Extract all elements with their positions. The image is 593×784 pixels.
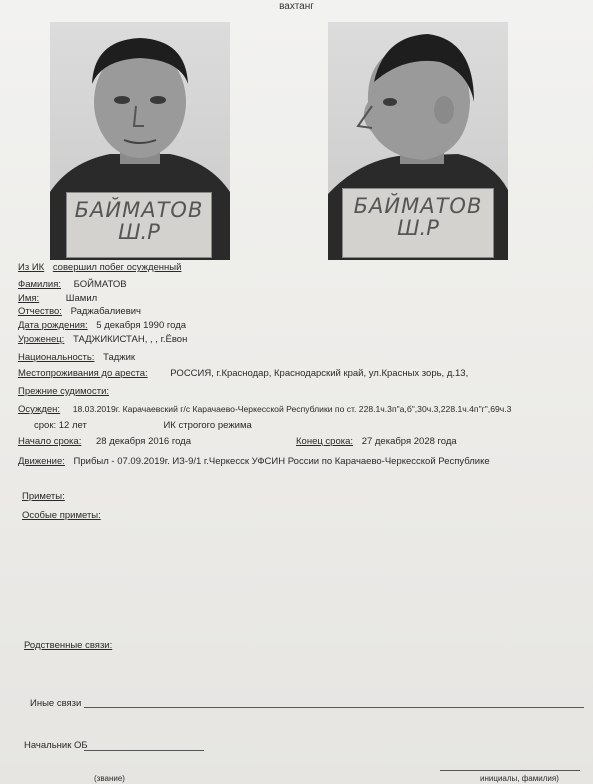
mugshot-profile xyxy=(328,22,508,260)
caption-name: инициалы, фамилия) xyxy=(480,774,559,783)
birth-place-value: ТАДЖИКИСТАН, , , г.Ёвон xyxy=(72,334,188,345)
residence-label: Местопроживания до ареста: xyxy=(18,368,148,379)
escape-label: Из ИК xyxy=(18,262,45,273)
term-end-label: Конец срока: xyxy=(296,436,354,447)
field-birth-place xyxy=(18,334,193,345)
field-prior xyxy=(18,386,115,397)
sign-front-line2: Ш.Р xyxy=(118,220,160,245)
field-relatives xyxy=(24,640,118,651)
signs-label: Приметы: xyxy=(22,491,65,502)
movement-value: Прибыл - 07.09.2019г. ИЗ-9/1 г.Черкесск УФСИН России по Карачаево-Черкесской Республике xyxy=(73,456,490,467)
nationality-value: Таджик xyxy=(103,352,136,363)
residence-value: РОССИЯ, г.Краснодар, Краснодарский край, ул.Красных зорь, д.13, xyxy=(170,368,469,379)
birth-date-value: 5 декабря 1990 года xyxy=(96,320,187,331)
chief-rank-line xyxy=(84,750,204,751)
birth-place-label: Уроженец: xyxy=(18,334,65,345)
name-sign-profile xyxy=(342,188,494,258)
mugshot-front xyxy=(50,22,230,260)
name-sign-front xyxy=(66,192,212,258)
sign-profile-line1: БАЙМАТОВ xyxy=(353,194,483,218)
surname-value: БОЙМАТОВ xyxy=(73,279,127,290)
field-surname xyxy=(18,279,133,290)
field-escape xyxy=(18,262,187,273)
patronymic-value: Раджабалиевич xyxy=(70,306,142,317)
chief-label: Начальник ОБ xyxy=(24,740,88,751)
special-signs-label: Особые приметы: xyxy=(22,510,101,521)
field-patronymic xyxy=(18,306,147,317)
prior-label: Прежние судимости: xyxy=(18,386,110,397)
other-links-label: Иные связи xyxy=(30,698,82,709)
chief-name-line xyxy=(440,770,580,771)
field-convicted xyxy=(18,404,517,415)
field-birth-date xyxy=(18,320,192,331)
header-name: вахтанг xyxy=(279,1,314,12)
field-other-links xyxy=(30,698,87,709)
field-residence xyxy=(18,368,474,379)
convicted-value: 18.03.2019г. Карачаевский г/с Карачаево-Черкесской Республики по ст. 228.1ч.3п"а,б",30ч.3,228.1ч.4п"г",69ч.3 xyxy=(72,404,512,414)
field-nationality xyxy=(18,352,141,363)
relatives-label: Родственные связи: xyxy=(24,640,113,651)
term-regime: ИК строгого режима xyxy=(163,420,252,431)
escape-value: совершил побег осужденный xyxy=(52,262,182,273)
sign-profile-line2: Ш.Р xyxy=(397,216,439,241)
field-movement xyxy=(18,456,496,467)
field-special-signs xyxy=(22,510,107,521)
convicted-label: Осужден: xyxy=(18,404,61,415)
birth-date-label: Дата рождения: xyxy=(18,320,88,331)
field-term-end xyxy=(296,436,463,447)
surname-label: Фамилия: xyxy=(18,279,61,290)
other-links-line xyxy=(84,707,584,708)
caption-rank: (звание) xyxy=(94,774,125,783)
term-start-label: Начало срока: xyxy=(18,436,82,447)
name-label: Имя: xyxy=(18,293,40,304)
movement-label: Движение: xyxy=(18,456,65,467)
field-name xyxy=(18,293,103,304)
patronymic-label: Отчество: xyxy=(18,306,62,317)
name-value: Шамил xyxy=(65,293,98,304)
term-value: срок: 12 лет xyxy=(34,420,87,431)
nationality-label: Национальность: xyxy=(18,352,95,363)
field-term xyxy=(34,420,258,431)
term-end-value: 27 декабря 2028 года xyxy=(361,436,457,447)
field-signs xyxy=(22,491,71,502)
sign-front-line1: БАЙМАТОВ xyxy=(74,198,204,222)
field-term-start xyxy=(18,436,197,447)
term-start-value: 28 декабря 2016 года xyxy=(96,436,192,447)
